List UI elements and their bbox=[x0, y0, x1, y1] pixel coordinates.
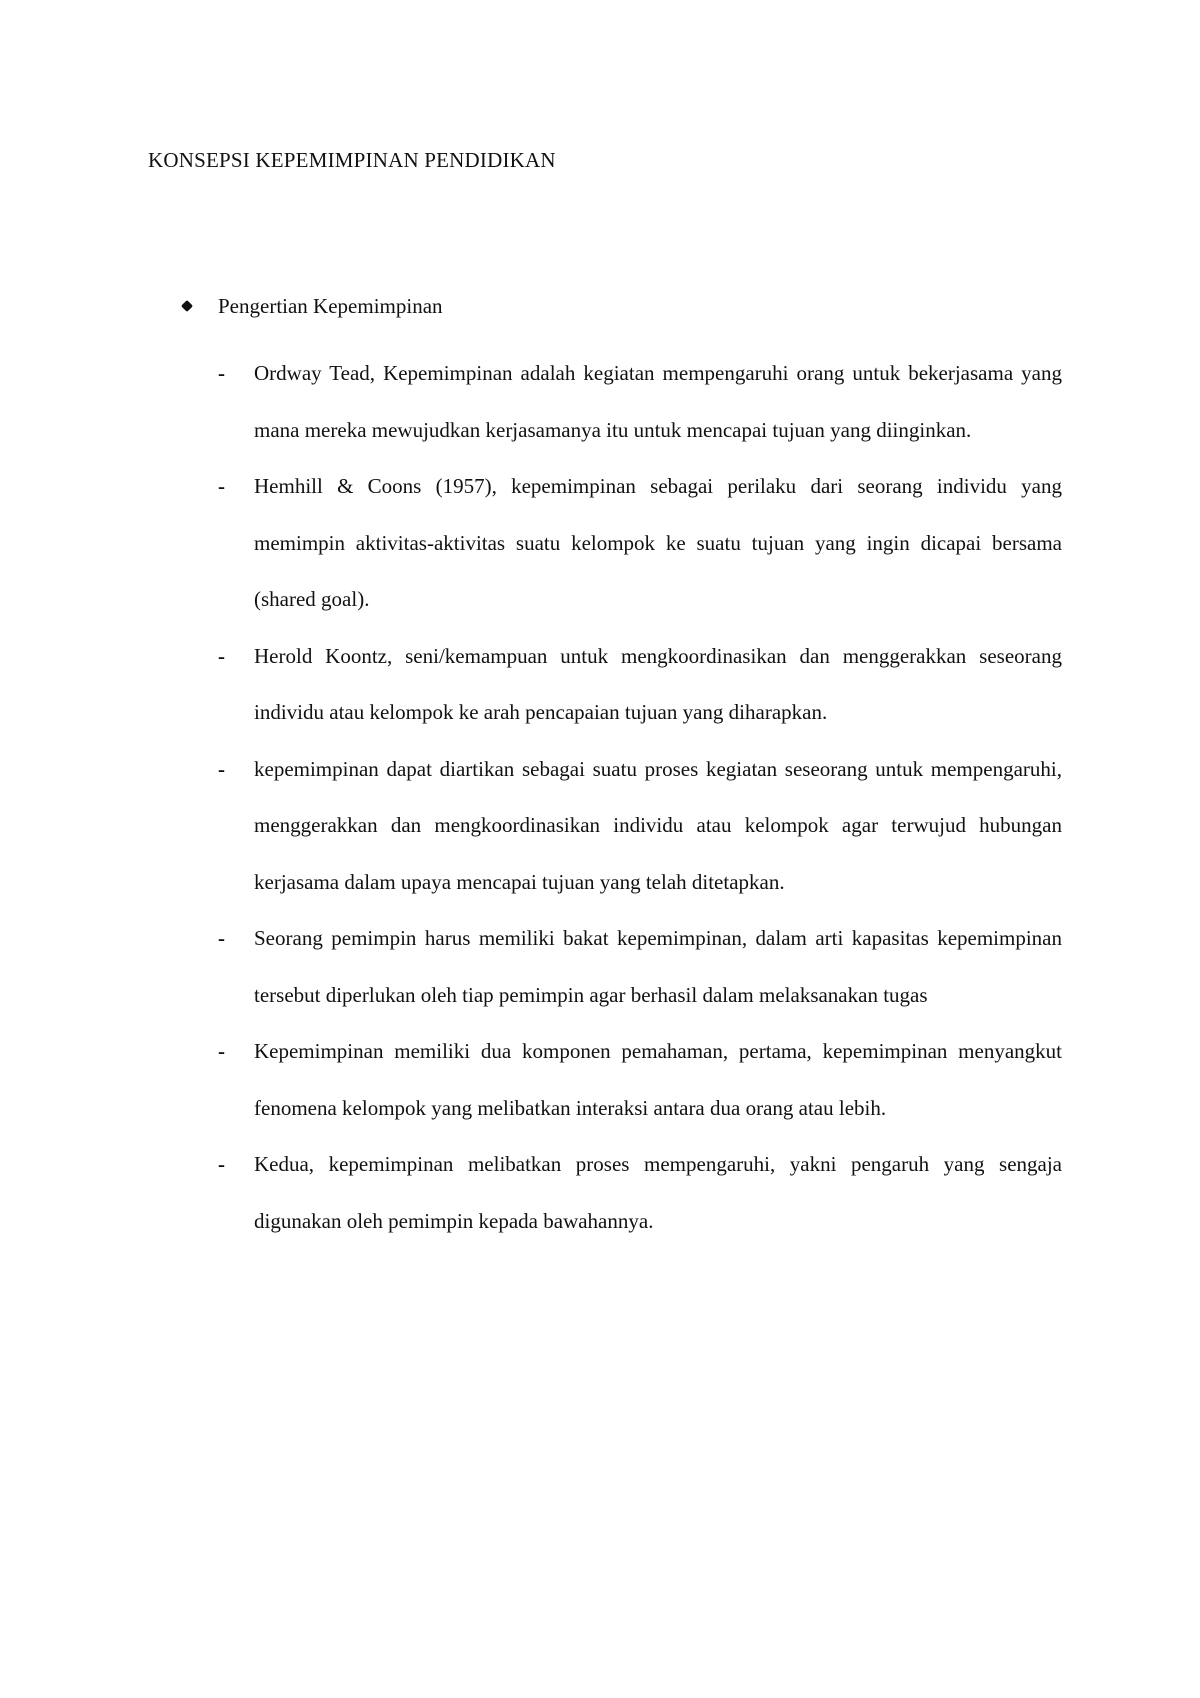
list-item-text: Herold Koontz, seni/kemampuan untuk mengkoordinasikan dan menggerakkan seseorang individu atau kelompok ke arah pencapaian tujuan yang diharapkan. bbox=[254, 643, 1062, 724]
list-item-text: Hemhill & Coons (1957), kepemimpinan sebagai perilaku dari seorang individu yang memimpin aktivitas-aktivitas suatu kelompok ke suatu tujuan yang ingin dicapai bersama (shared goal). bbox=[254, 474, 1062, 611]
definition-list bbox=[182, 345, 1062, 1249]
dash-marker: - bbox=[218, 1039, 225, 1063]
list-item bbox=[182, 741, 1062, 911]
dash-marker: - bbox=[218, 756, 225, 781]
list-item-text: kepemimpinan dapat diartikan sebagai suatu proses kegiatan seseorang untuk mempengaruhi, menggerakkan dan mengkoordinasikan individu atau kelompok agar terwujud hubungan kerjasama dalam upaya mencapai tujuan yang telah ditetapkan. bbox=[254, 756, 1062, 894]
dash-marker: - bbox=[218, 361, 225, 385]
list-item bbox=[182, 345, 1062, 458]
list-item-text: Kepemimpinan memiliki dua komponen pemahaman, pertama, kepemimpinan menyangkut fenomena kelompok yang melibatkan interaksi antara dua orang atau lebih. bbox=[254, 1039, 1062, 1120]
list-item-text: Seorang pemimpin harus memiliki bakat kepemimpinan, dalam arti kapasitas kepemimpinan tersebut diperlukan oleh tiap pemimpin agar berhasil dalam melaksanakan tugas bbox=[254, 926, 1062, 1007]
dash-marker: - bbox=[218, 926, 225, 950]
section-heading bbox=[182, 289, 1062, 323]
dash-marker: - bbox=[218, 474, 225, 498]
list-item bbox=[182, 910, 1062, 1023]
dash-marker: - bbox=[218, 1152, 225, 1176]
section-heading-label: Pengertian Kepemimpinan bbox=[218, 294, 443, 318]
list-item-text: Ordway Tead, Kepemimpinan adalah kegiatan mempengaruhi orang untuk bekerjasama yang mana mereka mewujudkan kerjasamanya itu untuk mencapai tujuan yang diinginkan. bbox=[254, 361, 1062, 442]
bullet-diamond-icon bbox=[181, 300, 193, 312]
list-item bbox=[182, 628, 1062, 741]
list-item-text: Kedua, kepemimpinan melibatkan proses mempengaruhi, yakni pengaruh yang sengaja digunakan oleh pemimpin kepada bawahannya. bbox=[254, 1152, 1062, 1233]
list-item bbox=[182, 1136, 1062, 1249]
list-item bbox=[182, 1023, 1062, 1136]
dash-marker: - bbox=[218, 643, 225, 668]
page-title: KONSEPSI KEPEMIMPINAN PENDIDIKAN bbox=[148, 148, 556, 172]
list-item bbox=[182, 458, 1062, 628]
section-pengertian-kepemimpinan bbox=[182, 289, 1062, 1249]
